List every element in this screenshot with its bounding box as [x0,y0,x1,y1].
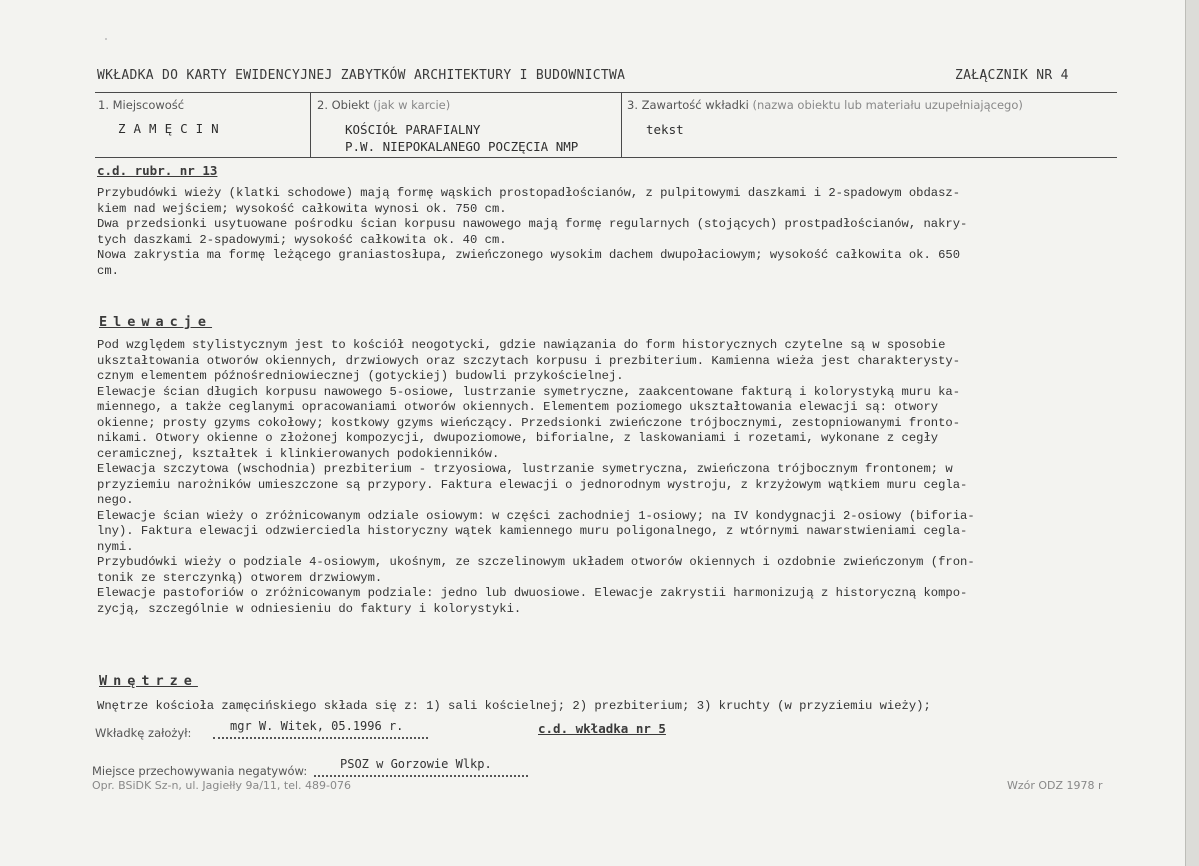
object-label-text: 2. Obiekt [317,98,370,112]
form-model: Wzór ODZ 1978 r [1007,779,1103,792]
interior-text: Wnętrze kościoła zamęcińskiego składa się z: 1) sali kościelnej; 2) prezbiterium; 3) kruchty (w przyziemiu wieży); [97,699,931,713]
content-label-text: 3. Zawartość wkładki [627,98,749,112]
printer-imprint: Opr. BSiDK Sz-n, ul. Jagiełły 9a/11, tel. 489-076 [92,779,352,792]
compiled-by-label: Wkładkę założył: [95,726,192,740]
content-label [627,98,1023,112]
content-value: tekst [646,122,684,137]
header-divider-2 [621,93,622,157]
place-label: 1. Miejscowość [98,98,185,112]
card-edge [1185,0,1199,866]
header-bottom-rule [95,157,1117,158]
rubric-reference: c.d. rubr. nr 13 [97,163,218,178]
elevations-text: Pod względem stylistycznym jest to kościół neogotycki, gdzie nawiązania do form historycznych czytelne są w sposobie ukształtowania otworów okiennych, drzwiowych oraz szczytach korpusu i prezbiterium. Kamienna wieża jest charakterysty- cznym elementem późnośredniowiecznej (gotyckiej) budowli przykościelnej. Elewacje ścian długich korpusu nawowego 5-osiowe, lustrzanie symetryczne, zaakcentowane fakturą i kolorystyką muru ka- miennego, a także ceglanymi opracowaniami otworów okiennych. Elementem poziomego ukształtowania elewacji są: otwory okienne; prosty gzyms cokołowy; kostkowy gzyms wieńczący. Przedsionki zwieńczone trójbocznymi, zestopniowanymi fronto- nikami. Otwory okienne o złożonej kompozycji, dwupoziomowe, biforialne, z laskowaniami i rozetami, wykonane z cegły ceramicznej, kształtek i klinkierowanych podokienników. Elewacja szczytowa (wschodnia) prezbiterium - trzyosiowa, lustrzanie symetryczna, zwieńczona trójbocznym frontonem; w przyziemiu narożników umieszczone są przypory. Faktura elewacji o jednorodnym wystroju, z krzyżowym wątkiem muru cegla- nego. Elewacje ścian wieży o zróżnicowanym odziale osiowym: w części zachodniej 1-osiowy; na IV kondygnacji 2-osiowy (biforia- lny). Faktura elewacji odzwierciedla historyczny wątek kamiennego muru poligonalnego, z wtórnymi nawarstwieniami cegla- nymi. Przybudówki wieży o podziale 4-osiowym, ukośnym, ze szczelinowym układem otworów okiennych i ozdobnie zwieńczonym (fron- tonik ze sterczynką) otworem drzwiowym. Elewacje pastoforiów o zróżnicowanym podziale: jedno lub dwuosiowe. Elewacje zakrystii harmonizują z historyczną kompo- zycją, szczególnie w odniesieniu do faktury i kolorystyki. [97,338,975,616]
header-top-rule [95,92,1117,93]
storage-dotted-line [314,775,528,777]
intro-paragraph: Przybudówki wieży (klatki schodowe) mają formę wąskich prostopadłościanów, z pulpitowymi daszkami i 2-spadowym obdasz- kiem nad wejściem; wysokość całkowita wynosi ok. 750 cm. Dwa przedsionki usytuowane pośrodku ścian korpusu nawowego mają formę regularnych (stojących) prostpadłościanów, nakry- tych daszkami 2-spadowymi; wysokość całkowita ok. 40 cm. Nowa zakrystia ma formę leżącego graniastosłupa, zwieńczonego wysokim dachem dwupołaciowym; wysokość całkowita ok. 650 cm. [97,186,968,278]
object-label [317,98,450,112]
paper-speck [105,38,107,40]
compiled-by-dotted-line [213,737,428,739]
section-title-elevations: Elewacje [99,314,213,330]
continued-insert-reference: c.d. wkładka nr 5 [538,721,666,736]
place-value: ZAMĘCIN [118,121,227,136]
object-value-line-1: KOŚCIÓŁ PARAFIALNY [345,122,481,137]
content-label-note: (nazwa obiektu lub materiału uzupełniającego) [752,98,1023,112]
storage-label: Miejsce przechowywania negatywów: [92,764,308,778]
compiled-by-value: mgr W. Witek, 05.1996 r. [230,719,404,733]
object-label-note: (jak w karcie) [373,98,451,112]
object-value-line-2: P.W. NIEPOKALANEGO POCZĘCIA NMP [345,139,579,154]
storage-value: PSOZ w Gorzowie Wlkp. [340,757,492,771]
form-title: WKŁADKA DO KARTY EWIDENCYJNEJ ZABYTKÓW ARCHITEKTURY I BUDOWNICTWA [97,68,626,83]
header-divider-1 [310,93,311,157]
attachment-number: ZAŁĄCZNIK NR 4 [955,68,1069,83]
section-title-interior: Wnętrze [99,673,198,689]
